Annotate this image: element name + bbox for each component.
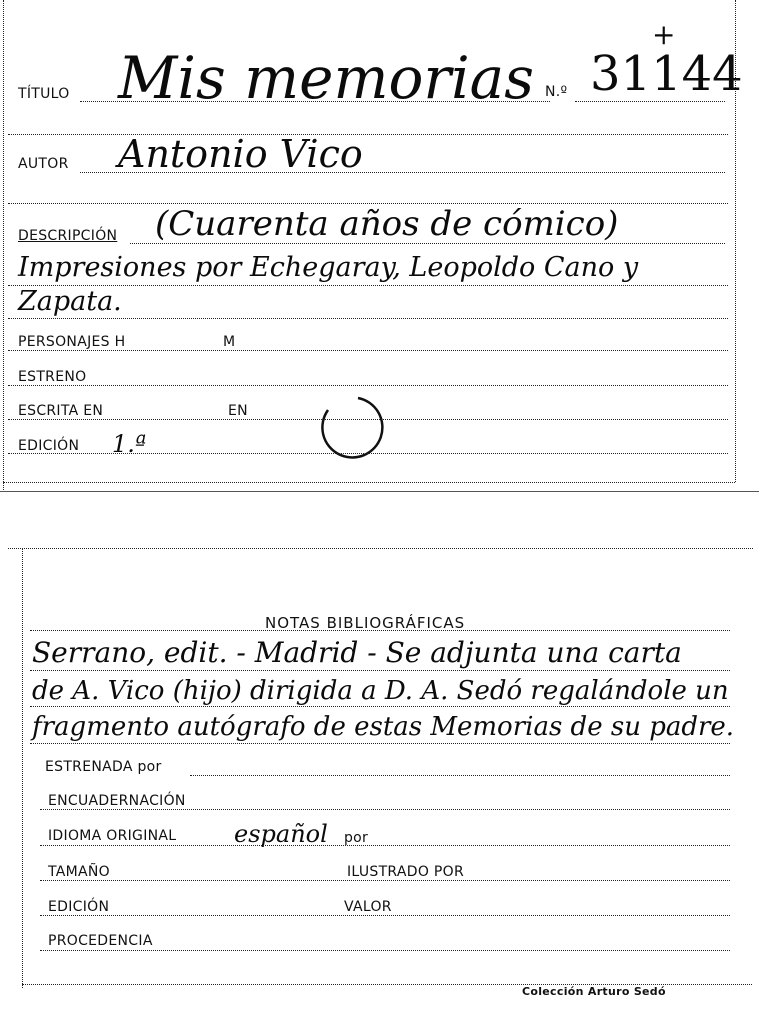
- idioma-por-label: por: [344, 830, 369, 846]
- autor-value: Antonio Vico: [118, 132, 363, 176]
- notas-line3: fragmento autógrafo de estas Memorias de su padre.: [32, 712, 735, 742]
- idioma-label: IDIOMA ORIGINAL: [48, 828, 177, 844]
- escrita-label: ESCRITA EN: [18, 403, 104, 419]
- descripcion-value: (Cuarenta años de cómico): [155, 204, 619, 244]
- encuadernacion-label: ENCUADERNACIÓN: [48, 793, 186, 809]
- personajes-m-label: M: [223, 334, 236, 350]
- card1-bottom-edge: [3, 482, 735, 483]
- numero-label: N.º: [545, 84, 568, 100]
- valor-label: VALOR: [344, 899, 392, 915]
- card1-left-edge: [3, 0, 4, 492]
- numero-value: 31144: [590, 46, 743, 102]
- coleccion-label: Colección Arturo Sedó: [522, 985, 666, 998]
- estreno-line: [8, 385, 728, 386]
- autor-label: AUTOR: [18, 156, 69, 172]
- notas-label: NOTAS BIBLIOGRÁFICAS: [265, 614, 466, 632]
- encuadernacion-line: [40, 809, 730, 810]
- tamano-label: TAMAÑO: [48, 864, 110, 880]
- personajes-label: PERSONAJES H: [18, 334, 126, 350]
- idioma-line: [40, 845, 730, 846]
- notas-rule-2: [30, 706, 730, 707]
- notas-rule-1: [30, 670, 730, 671]
- procedencia-label: PROCEDENCIA: [48, 933, 153, 949]
- notas-line1: Serrano, edit. - Madrid - Se adjunta una carta: [32, 636, 682, 669]
- escrita-en-label: EN: [228, 403, 248, 419]
- estrenada-label: ESTRENADA por: [45, 759, 162, 775]
- idioma-value: español: [234, 820, 328, 848]
- ilustrado-label: ILUSTRADO POR: [347, 864, 464, 880]
- titulo-value: Mis memorias: [118, 44, 534, 112]
- card2-left-edge: [22, 548, 23, 988]
- descripcion-line2: Impresiones por Echegaray, Leopoldo Cano y: [18, 252, 639, 283]
- numero-mark: +: [652, 18, 676, 51]
- estrenada-line: [190, 775, 730, 776]
- notas-line: [30, 630, 730, 631]
- notas-line2: de A. Vico (hijo) dirigida a D. A. Sedó regalándole un: [32, 676, 729, 706]
- rule-1: [8, 134, 728, 135]
- estreno-label: ESTRENO: [18, 369, 87, 385]
- descripcion-line-3: [8, 318, 728, 319]
- notas-rule-3: [30, 743, 730, 744]
- seal-stamp: [318, 390, 398, 460]
- edicion2-line: [40, 915, 730, 916]
- titulo-label: TÍTULO: [18, 86, 70, 102]
- edicion-value: 1.ª: [112, 430, 147, 458]
- tamano-line: [40, 880, 730, 881]
- card2-top-edge: [8, 548, 753, 549]
- edicion-line: [8, 453, 728, 454]
- edicion2-label: EDICIÓN: [48, 899, 110, 915]
- personajes-line: [8, 350, 728, 351]
- procedencia-line: [40, 950, 730, 951]
- descripcion-line3: Zapata.: [18, 286, 122, 317]
- card-separator: [0, 491, 759, 492]
- edicion-label: EDICIÓN: [18, 438, 80, 454]
- descripcion-label: DESCRIPCIÓN: [18, 228, 118, 244]
